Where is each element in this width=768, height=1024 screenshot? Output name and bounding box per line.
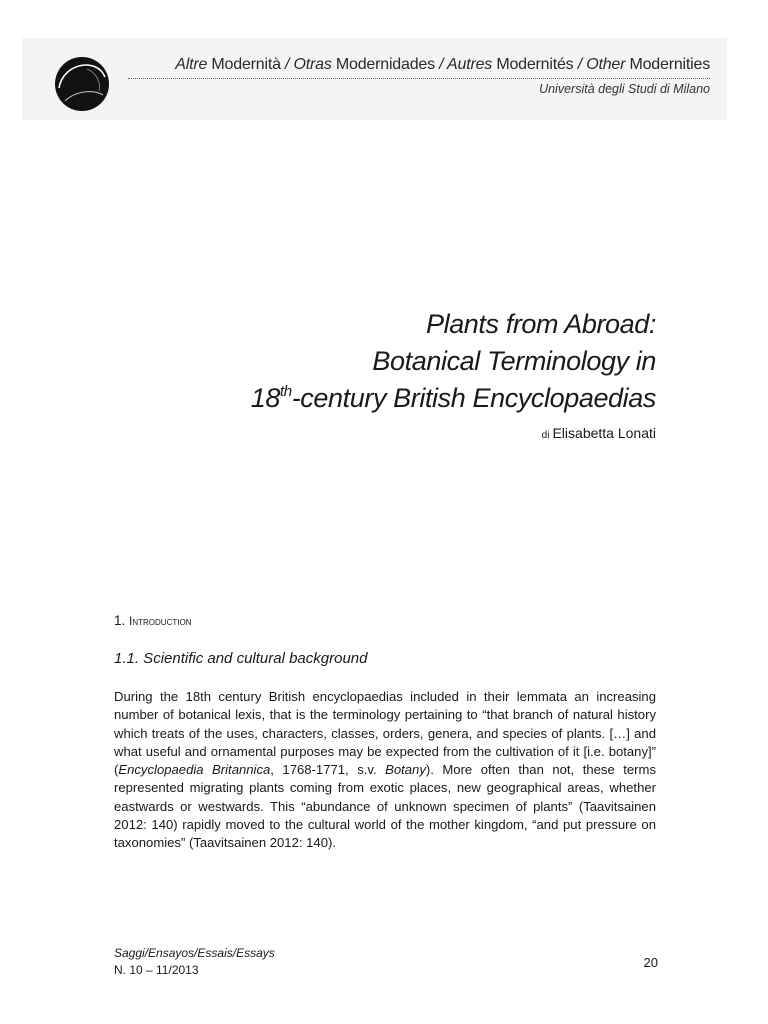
footer-issue: N. 10 – 11/2013 [114,963,199,977]
subsection-heading: 1.1. Scientific and cultural background [114,650,368,667]
section-heading [114,613,191,628]
journal-title-segment: Modernità [211,56,281,73]
page-number: 20 [643,955,658,970]
title-line-1: Plants from Abroad: [425,309,656,339]
journal-title-segment: Altre [175,56,212,73]
article-title [150,306,656,417]
title-century-suffix: th [280,383,292,400]
byline [400,425,656,441]
journal-title-segment: / Otras [280,56,336,73]
title-line-3 [150,380,656,417]
paragraph-run: During the 18th century British encyclopaedias included in their lemmata an increasing number of botanical lexis, that is the terminology pertaining to “that branch of natural history which treats of the uses, characters, classes, orders, genera, and species of plants. […] and what useful and ornamental purposes may be expected from the cultivation of it [i.e. botany]” ( [114,689,656,777]
body-paragraph [114,688,656,852]
journal-title-segment: / Autres [434,56,497,73]
italic-citation: Encyclopaedia Britannica [118,762,271,777]
university-name: Università degli Studi di Milano [539,82,710,96]
journal-title-segment: Modernidades [335,56,435,73]
footer-series-info [114,945,275,979]
italic-citation: Botany [385,762,426,777]
section-number: 1. [114,613,130,628]
journal-title [128,56,710,74]
title-line-3-rest: -century British Encyclopaedias [291,383,656,413]
header-band [22,38,727,120]
title-line-2: Botanical Terminology in [372,346,656,376]
paragraph-run: , 1768-1771, s.v. [270,762,386,777]
section-title: Introduction [129,614,192,628]
byline-prefix: di [541,430,550,441]
journal-logo-icon [53,55,111,113]
journal-title-segment: Modernities [629,56,710,73]
author-name: Elisabetta Lonati [552,425,656,441]
footer-series: Saggi/Ensayos/Essais/Essays [114,946,275,960]
paragraph-run: ). More often than not, these terms represented migrating plants coming from exotic places, new geographical areas, whether eastwards or westwards. This “abundance of unknown specimen of plants” (Taavitsainen 2012: 140) rapidly moved to the cultural world of the mother kingdom, “and put pressure on taxonomies” (Taavitsainen 2012: 140). [114,762,656,850]
header-rule [128,78,710,79]
journal-title-segment: / Other [573,56,630,73]
journal-title-segment: Modernités [496,56,574,73]
title-century-number: 18 [250,383,280,413]
